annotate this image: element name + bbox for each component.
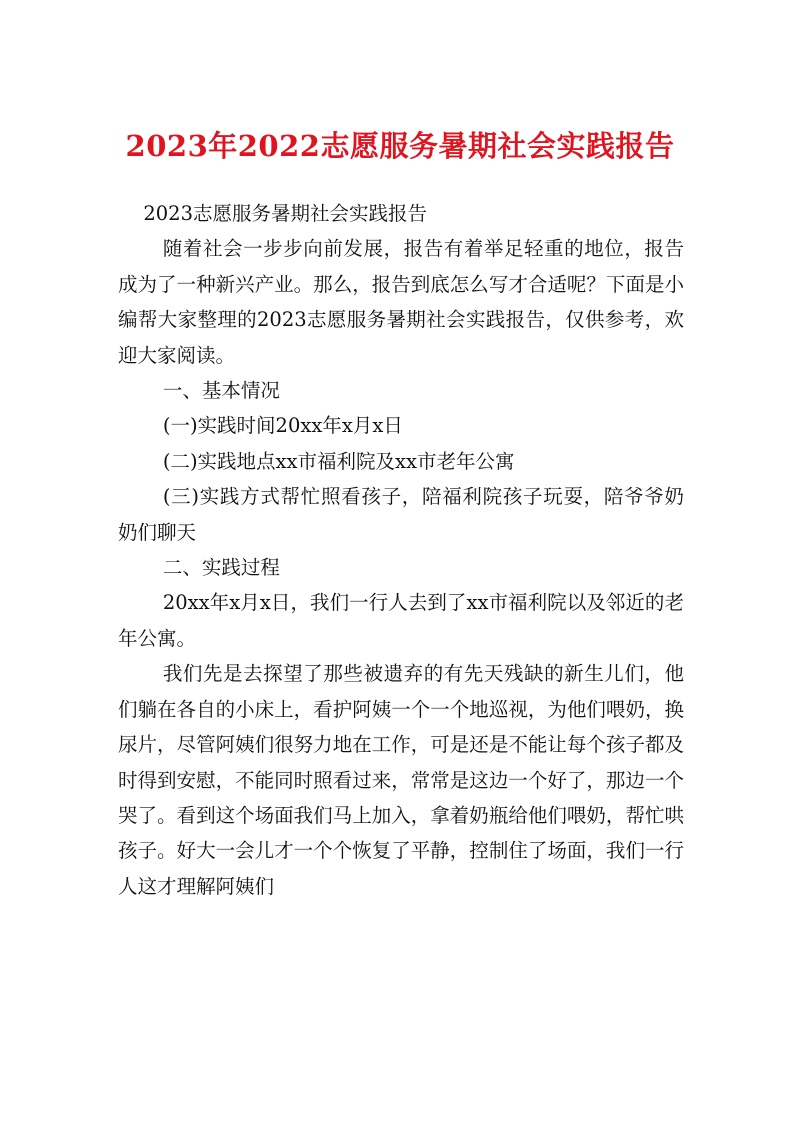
page-title: 2023年2022志愿服务暑期社会实践报告 — [125, 129, 675, 163]
document-subtitle: 2023志愿服务暑期社会实践报告 — [143, 202, 427, 225]
section-heading-basic-info: 一、基本情况 — [162, 379, 280, 403]
section-heading-process: 二、实践过程 — [162, 556, 280, 580]
paragraph-practice-location: (二)实践地点xx市福利院及xx市老年公寓 — [162, 449, 515, 473]
document-body — [118, 196, 684, 904]
paragraph-intro: 随着社会一步步向前发展，报告有着举足轻重的地位，报告成为了一种新兴产业。那么，报告到底怎么写才合适呢？下面是小编帮大家整理的2023志愿服务暑期社会实践报告，仅供参考，欢迎大家阅读。 — [118, 237, 684, 367]
paragraph-newborns: 我们先是去探望了那些被遗弃的有先天残缺的新生儿们，他们躺在各自的小床上，看护阿姨一个一个地巡视，为他们喂奶，换尿片，尽管阿姨们很努力地在工作，可是还是不能让每个孩子都及时得到安慰，不能同时照看过来，常常是这边一个好了，那边一个哭了。看到这个场面我们马上加入，拿着奶瓶给他们喂奶，帮忙哄孩子。好大一会儿才一个个恢复了平静，控制住了场面，我们一行人这才理解阿姨们 — [118, 662, 684, 898]
paragraph-practice-time: (一)实践时间20xx年x月x日 — [162, 414, 403, 438]
paragraph-visit: 20xx年x月x日，我们一行人去到了xx市福利院以及邻近的老年公寓。 — [118, 591, 684, 650]
paragraph-practice-method: (三)实践方式帮忙照看孩子，陪福利院孩子玩耍，陪爷爷奶奶们聊天 — [118, 485, 684, 544]
